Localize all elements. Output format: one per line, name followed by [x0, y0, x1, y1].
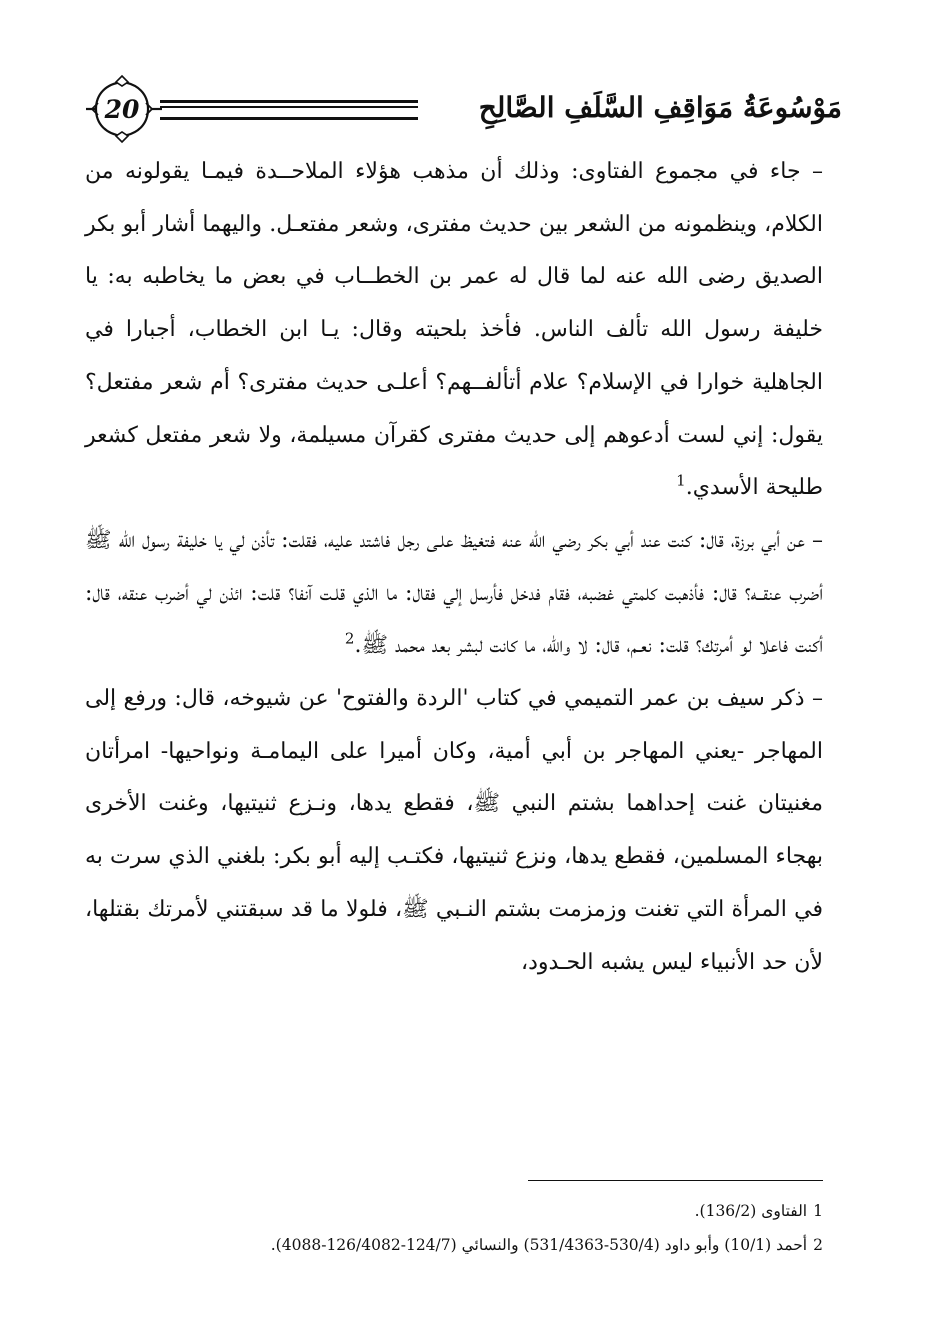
footnote-ref[interactable]: 1	[676, 471, 686, 490]
paragraph	[85, 515, 823, 673]
footnote-number: 1	[813, 1202, 823, 1220]
footnote-number: 2	[813, 1236, 823, 1254]
footnote-ref[interactable]: 2	[344, 630, 355, 648]
footnote	[85, 1228, 823, 1262]
footnote-text: الفتاوى (136/2).	[694, 1202, 808, 1220]
footnote-separator	[528, 1180, 823, 1181]
paragraph	[85, 673, 823, 989]
book-title: مَوْسُوعَةُ مَوَاقِفِ السَّلَفِ الصَّالِحِ	[478, 91, 842, 124]
footnotes	[85, 1194, 823, 1262]
page-header	[82, 72, 842, 154]
paragraph	[85, 146, 823, 515]
header-rule	[160, 100, 418, 120]
page-number: 20	[104, 94, 140, 124]
footnote-text: أحمد (10/1) وأبو داود (530/4-531/4363) والنسائي (124/7-126/4082-4088).	[270, 1236, 808, 1254]
body-text	[85, 146, 823, 989]
paragraph-text: – عن أبي برزة، قال: كنت عند أبي بكر رضي الله عنه فتغيظ علـى رجل فاشتد عليه، فقلت: تأذن لي يا خليفة رسول الله ﷺ أضرب عنقــه؟ قال: فأذهبت كلمتي غضبه، فقام فدخل فأرسل إلي فقال: ما الذي قلـت آنفا؟ قلت: ائذن لي أضرب عنقه، قال: أكنت فاعلا لو أمرتك؟ قلت: نعـم، قال: لا والله، ما كانت لبشر بعد محمد ﷺ.	[85, 527, 823, 659]
paragraph-text: – جاء في مجموع الفتاوى: وذلك أن مذهب هؤلاء الملاحــدة فيمـا يقولونه من الكلام، وينظمونه من الشعر بين حديث مفترى، وشعر مفتعـل. واليهما أشار أبو بكر الصديق رضى الله عنه لما قال له عمر بن الخطــاب في بعض ما يخاطبه به: يا خليفة رسول الله تألف الناس. فأخذ بلحيته وقال: يـا ابن الخطاب، أجبارا في الجاهلية خوارا في الإسلام؟ علام أتألفــهم؟ أعلـى حديث مفترى؟ أم شعر مفتعل؟ يقول: إني لست أدعوهم إلى حديث مفترى كقرآن مسيلمة، ولا شعر مفتعل كشعر طليحة الأسدي.	[85, 159, 823, 501]
page-number-badge	[82, 72, 162, 146]
footnote	[85, 1194, 823, 1228]
paragraph-text: – ذكر سيف بن عمر التميمي في كتاب 'الردة والفتوح' عن شيوخه، قال: ورفع إلى المهاجر -يعني المهاجر بن أبي أمية، وكان أميرا على اليمامـة ونواحيها- امرأتان مغنيتان غنت إحداهما بشتم النبي ﷺ، فقطع يدها، ونـزع ثنيتيها، وغنت الأخرى بهجاء المسلمين، فقطع يدها، ونزع ثنيتيها، فكتـب إليه أبو بكر: بلغني الذي سرت به في المرأة التي تغنت وزمزمت بشتم النـبي ﷺ، فلولا ما قد سبقتني لأمرتك بقتلها، لأن حد الأنبياء ليس يشبه الحـدود،	[85, 686, 823, 975]
